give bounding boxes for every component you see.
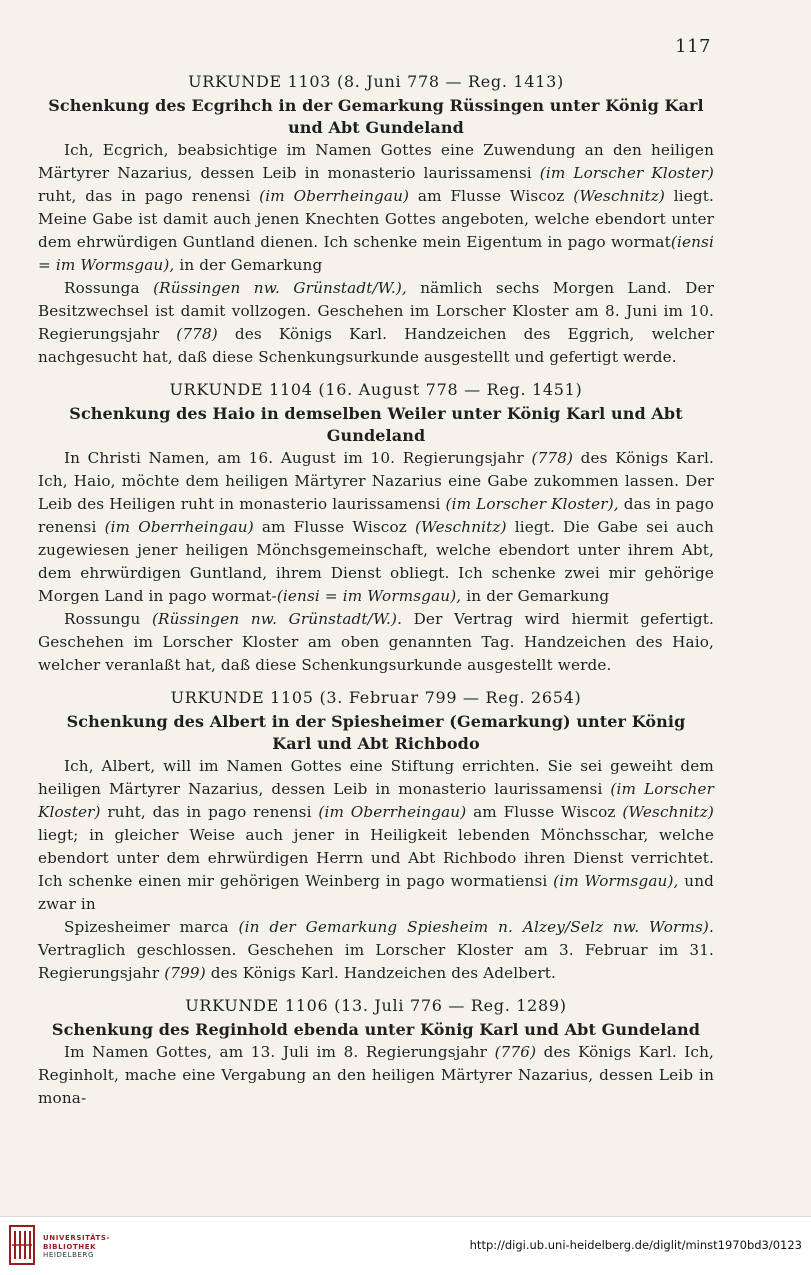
text-run: das in pago renensi (38, 495, 715, 536)
italic-gloss: (Weschnitz) (622, 803, 714, 821)
charter-1105 (38, 687, 714, 985)
text-run: Im Namen Gottes, am 13. Juli im 8. Regierungsjahr (64, 1043, 495, 1061)
italic-gloss: (iensi = im Wormsgau), (38, 233, 714, 274)
text-run: in der Gemarkung (461, 587, 610, 605)
text-run: am Flusse Wiscoz (409, 187, 574, 205)
charter-1106 (38, 995, 714, 1110)
text-run: Spizesheimer marca (64, 918, 239, 936)
charter-header: URKUNDE 1105 (3. Februar 799 — Reg. 2654) (170, 688, 582, 707)
page-content (38, 67, 714, 1120)
charter-paragraph (38, 139, 714, 277)
library-name-line: BIBLIOTHEK (43, 1242, 97, 1251)
charter-header: URKUNDE 1106 (13. Juli 776 — Reg. 1289) (185, 996, 567, 1015)
charter-header: URKUNDE 1103 (8. Juni 778 — Reg. 1413) (188, 72, 564, 91)
charter-1103 (38, 71, 714, 369)
charter-title (38, 711, 714, 755)
text-run: des Königs Karl. Handzeichen des Adelbert. (205, 964, 556, 982)
charter-title (38, 95, 714, 139)
text-run: nämlich sechs Morgen Land. Der Besitzwechsel ist damit vollzogen. Geschehen im Lorscher Kloster am 8. Juni im 10. Regierungsjahr (38, 279, 714, 343)
charter-title-line: Schenkung des Albert in der Spiesheimer (Gemarkung) unter König (66, 712, 686, 731)
italic-gloss: (in der Gemarkung Spiesheim n. Alzey/Selz nw. Worms). (238, 918, 714, 936)
charter-title-line: Karl und Abt Richbodo (272, 734, 480, 753)
library-name-line: HEIDELBERG (43, 1251, 94, 1259)
italic-gloss: (im Oberrheingau) (259, 187, 410, 205)
charter-title-line: und Abt Gundeland (288, 118, 464, 137)
text-run: ruht, das in pago renensi (38, 187, 260, 205)
library-logo-icon (9, 1225, 35, 1265)
text-run: Ich, Albert, will im Namen Gottes eine Stiftung errichten. Sie sei geweiht dem heiligen Märtyrer Nazarius, dessen Leib in monasterio laurissamensi (38, 757, 714, 798)
text-run: Rossungu (64, 610, 152, 628)
charter-paragraph (38, 447, 714, 608)
text-run: Ich, Ecgrich, beabsichtige im Namen Gottes eine Zuwendung an den heiligen Märtyrer Nazarius, dessen Leib in monasterio laurissamensi (38, 141, 714, 182)
italic-gloss: (799) (164, 964, 206, 982)
text-run: des Königs Karl. Ich, Haio, möchte dem heiligen Märtyrer Nazarius eine Gabe zukommen lassen. Der Leib des Heiligen ruht in monasterio laurissamensi (38, 449, 714, 513)
page-number: 117 (675, 36, 711, 57)
text-run: am Flusse Wiscoz (253, 518, 415, 536)
charter-paragraph (38, 755, 714, 916)
italic-gloss: (im Oberrheingau) (318, 803, 467, 821)
italic-gloss: (im Lorscher Kloster) (539, 164, 714, 182)
charter-paragraph (38, 1041, 714, 1110)
charter-1104 (38, 379, 714, 677)
charter-title (38, 1019, 714, 1041)
text-run: Rossunga (64, 279, 154, 297)
library-name (43, 1234, 110, 1260)
italic-gloss: (778) (176, 325, 218, 343)
italic-gloss: (im Lorscher Kloster) (38, 780, 714, 821)
charter-title-line: Schenkung des Haio in demselben Weiler unter König Karl und Abt Gundeland (69, 404, 683, 445)
text-run: und zwar in (38, 872, 715, 913)
charter-title-line: Schenkung des Ecgrihch in der Gemarkung Rüssingen unter König Karl (48, 96, 704, 115)
charter-paragraph (38, 608, 714, 677)
charter-title (38, 403, 714, 447)
italic-gloss: (Weschnitz) (573, 187, 665, 205)
italic-gloss: (Rüssingen nw. Grünstadt/W.). (151, 610, 403, 628)
text-run: des Königs Karl. Ich, Reginholt, mache eine Vergabung an den heiligen Märtyrer Nazarius, dessen Leib in mona- (38, 1043, 714, 1107)
italic-gloss: (im Wormsgau), (553, 872, 679, 890)
italic-gloss: (Weschnitz) (414, 518, 507, 536)
library-footer (0, 1216, 811, 1275)
charter-header: URKUNDE 1104 (16. August 778 — Reg. 1451) (169, 380, 583, 399)
text-run: liegt; in gleicher Weise auch jener in Heiligkeit lebenden Mönchsschar, welche ebendort unter dem ehrwürdigen Herrn und Abt Richbodo ihren Dienst verrichtet. Ich schenke einen mir gehörigen Weinberg in pago wormatiensi (38, 826, 714, 890)
charter-paragraph (38, 277, 714, 369)
charter-title-line: Schenkung des Reginhold ebenda unter König Karl und Abt Gundeland (51, 1020, 701, 1039)
text-run: des Königs Karl. Handzeichen des Eggrich, welcher nachgesucht hat, daß diese Schenkungsurkunde ausgestellt und gefertigt werde. (38, 325, 715, 366)
italic-gloss: (778) (531, 449, 574, 467)
text-run: liegt. Meine Gabe ist damit auch jenen Knechten Gottes angeboten, welche ebendort unter dem ehrwürdigen Guntland dienen. Ich schenke mein Eigentum in pago wormat (38, 187, 715, 251)
library-name-line: UNIVERSITÄTS- (43, 1234, 111, 1242)
text-run: liegt. Die Gabe sei auch zugewiesen jener heiligen Mönchsgemeinschaft, welche ebendort unter ihrem Abt, dem ehrwürdigen Guntland, ihrem Dienst obliegt. Ich schenke zwei mir gehörige Morgen Land in pago wormat- (38, 518, 714, 605)
italic-gloss: (Rüssingen nw. Grünstadt/W.), (153, 279, 407, 297)
text-run: Der Vertrag wird hiermit gefertigt. Geschehen im Lorscher Kloster am oben genannten Tag. Handzeichen des Haio, welcher veranlaßt hat, daß diese Schenkungsurkunde ausgestellt werde. (38, 610, 714, 674)
text-run: in der Gemarkung (174, 256, 323, 274)
italic-gloss: (im Lorscher Kloster), (445, 495, 619, 513)
italic-gloss: (im Oberrheingau) (104, 518, 254, 536)
text-run: ruht, das in pago renensi (100, 803, 319, 821)
text-run: am Flusse Wiscoz (466, 803, 623, 821)
text-run: In Christi Namen, am 16. August im 10. Regierungsjahr (64, 449, 532, 467)
text-run: Vertraglich geschlossen. Geschehen im Lorscher Kloster am 3. Februar im 31. Regierungsjahr (38, 941, 714, 982)
charter-paragraph (38, 916, 714, 985)
source-url-link[interactable]: http://digi.ub.uni-heidelberg.de/diglit/minst1970bd3/0123 (469, 1238, 802, 1252)
italic-gloss: (iensi = im Wormsgau), (276, 587, 462, 605)
italic-gloss: (776) (494, 1043, 537, 1061)
